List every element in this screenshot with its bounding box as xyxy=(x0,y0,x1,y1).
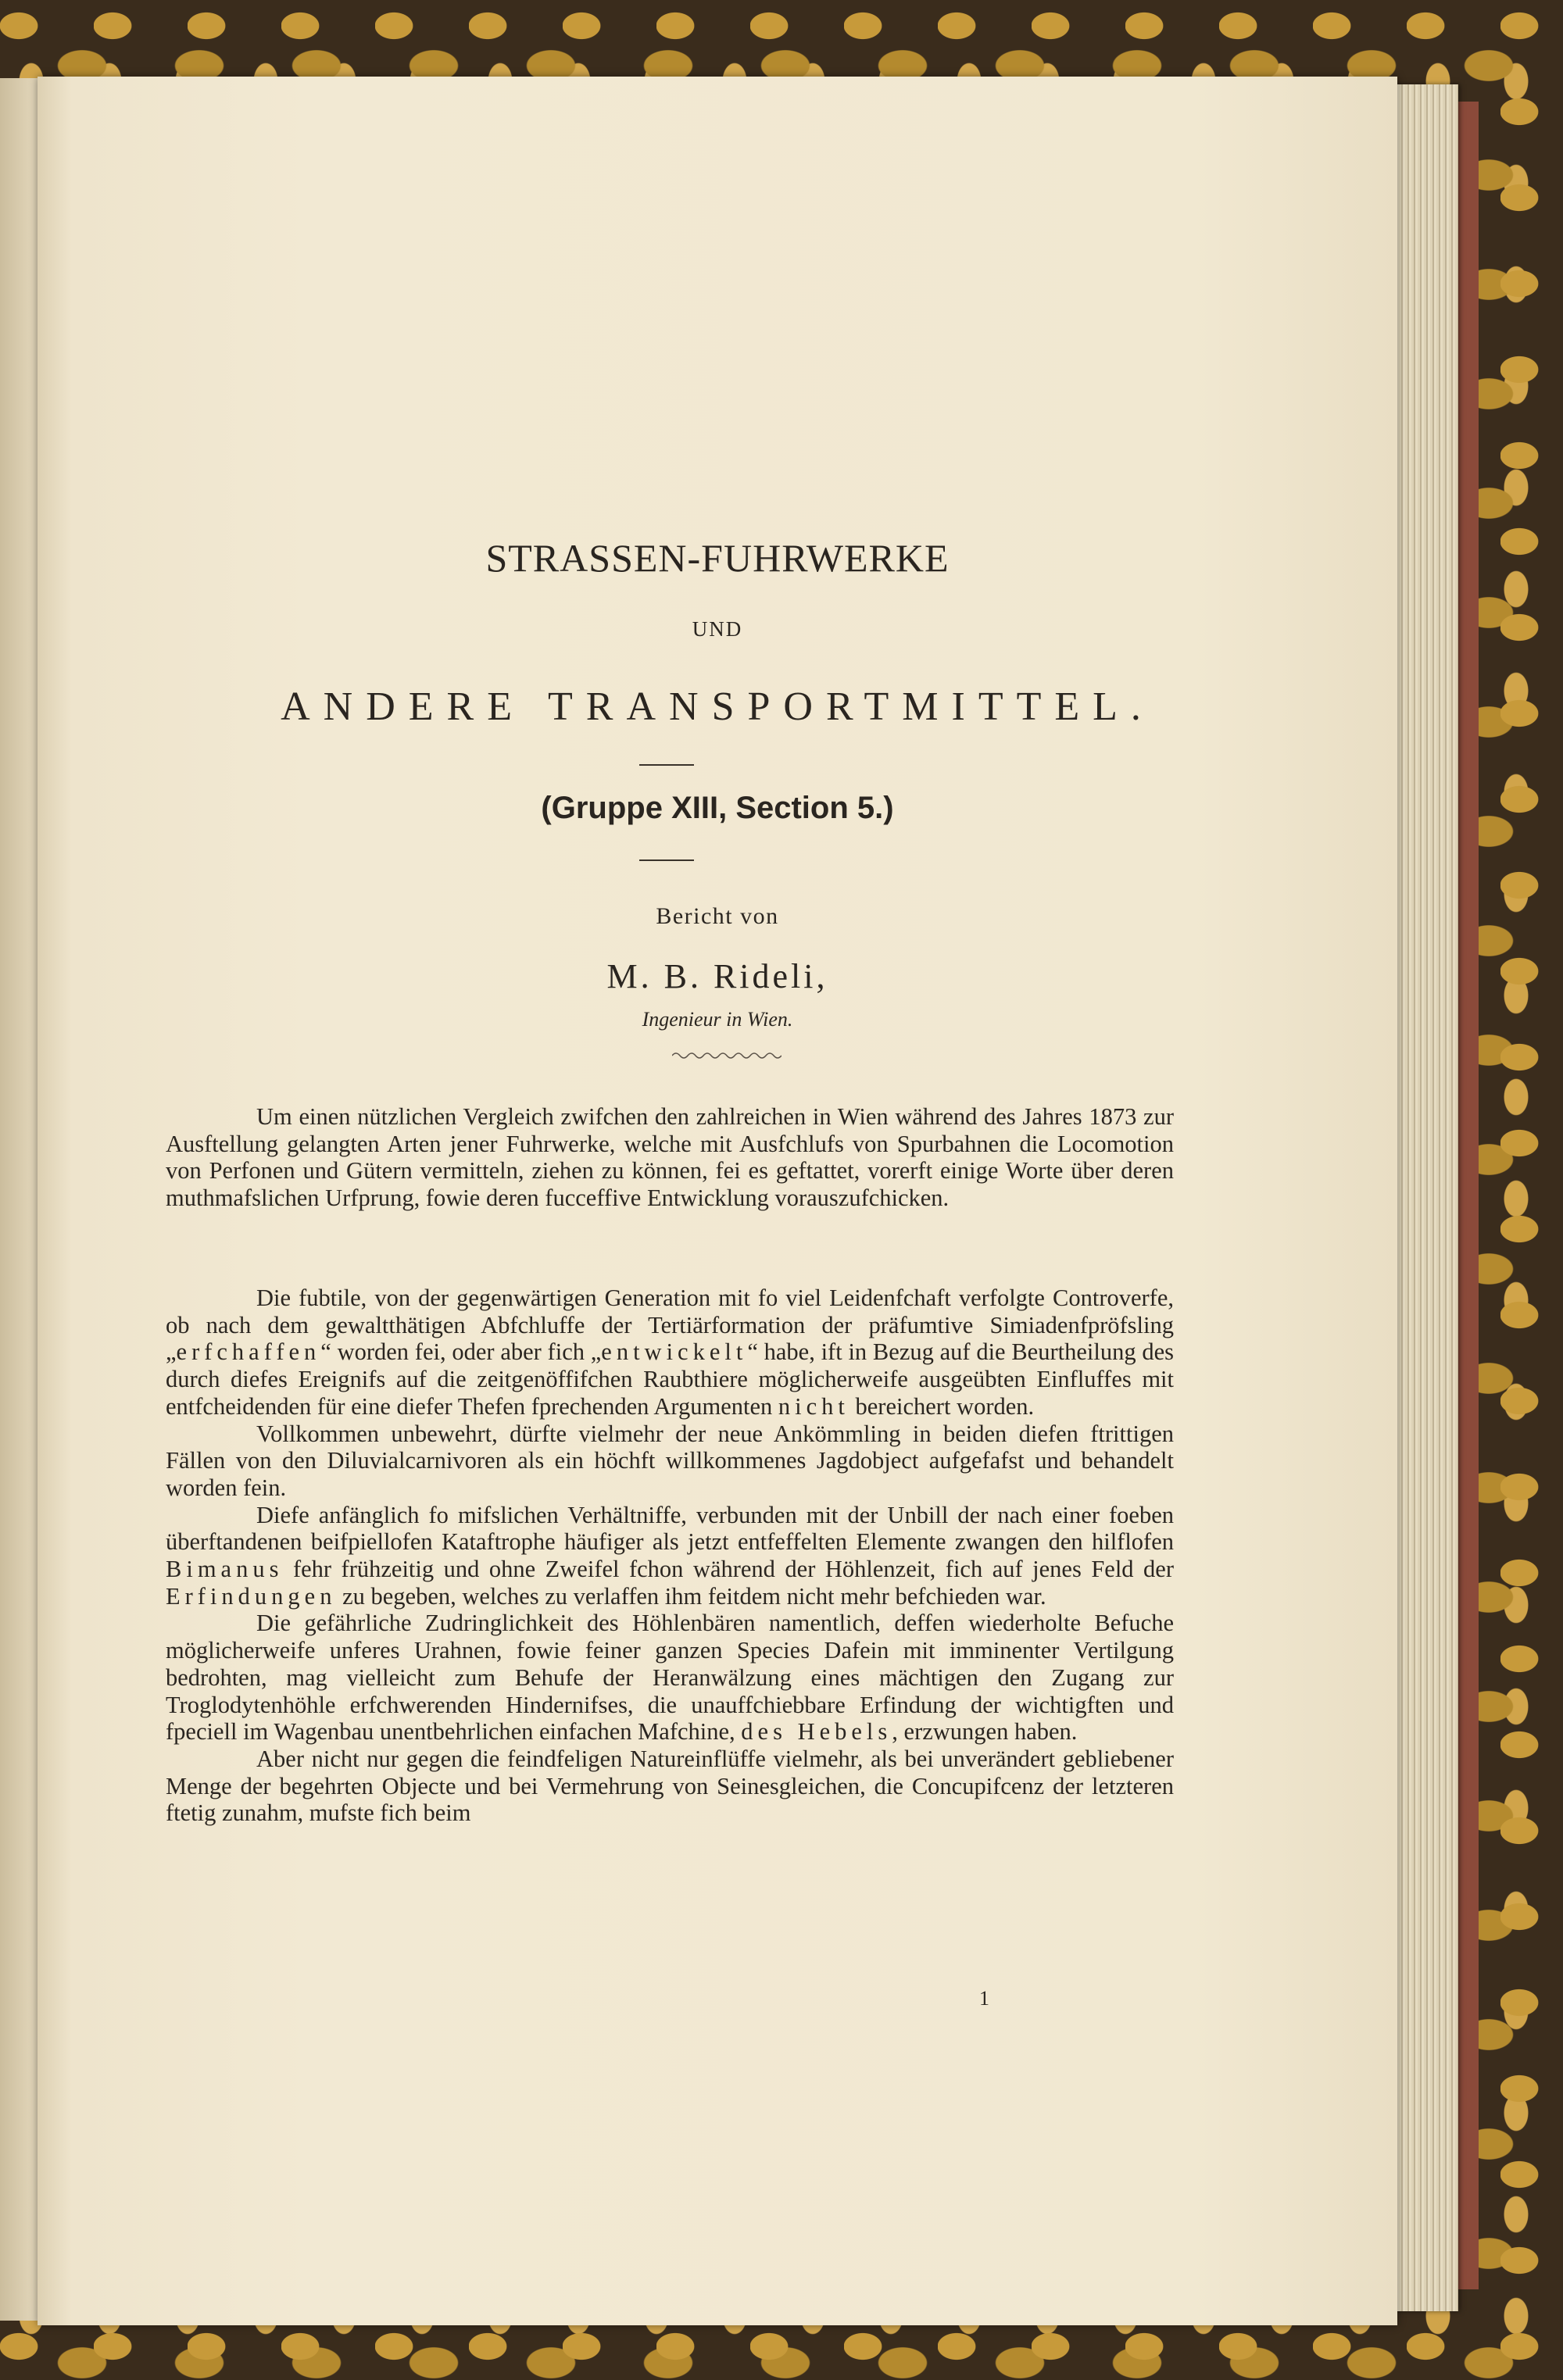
p5-spaced-des-hebels: des Hebels xyxy=(741,1718,892,1746)
p2-spaced-erschaffen: erfchaffen xyxy=(176,1338,321,1366)
p4-text-e: zu begeben, welches zu verlaffen ihm feitdem nicht mehr befchieden war. xyxy=(336,1582,1046,1610)
title-line-2: ANDERE TRANSPORTMITTEL. xyxy=(281,684,1154,729)
paragraph-4 xyxy=(166,1502,1174,1610)
paragraph-3: Vollkommen unbewehrt, dürfte vielmehr der neue Ankömmling in beiden diefen ftrittigen Fällen von den Diluvialcarnivoren als ein höchft willkommenes Jagdobject aufgefafst und behandelt worden fein. xyxy=(166,1420,1174,1501)
p2-text-a: Die fubtile, von der gegenwärtigen Generation mit fo viel Leidenfchaft verfolgte Controverfe, ob nach dem gewaltthätigen Abfchluffe der Tertiärformation der präfumtive Simiadenfpröfsling „ xyxy=(166,1285,1174,1366)
paragraph-1-text: Um einen nützlichen Vergleich zwifchen den zahlreichen in Wien während des Jahres 1873 zur Ausftellung gelangten Arten jener Fuhrwerke, welche mit Ausfchlufs von Spurbahnen die Locomotion von Perfonen und Gütern vermitteln, ziehen zu können, fei es geftattet, vorerft einige Worte über deren muthmafslichen Urfprung, fowie deren fucceffive Entwicklung vorauszufchicken. xyxy=(166,1103,1174,1212)
p5-text-a: Die gefährliche Zudringlichkeit des Höhlenbären namentlich, deffen wiederholte Befuche möglicherweife unferes Urahnen, fowie feiner ganzen Species Dafein mit imminenter Vertilgung bedrohten, mag vielleicht zum Behufe der Heranwälzung eines mächtigen den Zugang zur Troglodytenhöhle erfchwerenden Hindernifses, die unauffchiebbare Erfindung der wichtigften und fpeciell im Wagenbau unentbehrlichen einfachen Mafchine, xyxy=(166,1610,1174,1746)
facing-page-edge xyxy=(0,78,38,2321)
section-heading-text: (Gruppe XIII, Section 5.) xyxy=(541,791,894,825)
title-conjunction: UND xyxy=(692,617,743,641)
p2-text-e: “ habe, ift in Bezug auf die Beurtheilung des durch diefes Ereignifs auf die zeitgenöffifchen Raubthiere möglicherweife ausgeübten Einfluffes mit entfcheidenden für eine diefer Thefen fprechenden Argumenten xyxy=(166,1338,1175,1420)
page-number: 1 xyxy=(979,1987,989,2010)
p4-text-c: fehr frühzeitig und ohne Zweifel fchon während der Höhlenzeit, fich auf jenes Feld der xyxy=(283,1556,1174,1583)
ornament-wavy-rule xyxy=(672,1050,782,1061)
title-line-1: STRASSEN-FUHRWERKE xyxy=(485,536,950,580)
p2-spaced-entwickelt: entwickelt xyxy=(601,1338,748,1366)
p2-text-c: “ worden fei, oder aber fich „ xyxy=(320,1338,602,1366)
body-text xyxy=(166,1285,1174,1827)
author-position: Ingenieur in Wien. xyxy=(642,1008,793,1031)
author-name: M. B. Rideli, xyxy=(606,957,828,995)
section-heading xyxy=(38,791,1397,826)
book-binding-strip xyxy=(1458,102,1479,2289)
p2-spaced-nicht: nicht xyxy=(778,1392,849,1420)
p2-text-g: bereichert worden. xyxy=(849,1392,1035,1420)
paragraph-5 xyxy=(166,1610,1174,1746)
paragraph-1 xyxy=(166,1103,1174,1212)
p4-spaced-erfindungen: Erfindungen xyxy=(166,1582,337,1610)
paragraph-6: Aber nicht nur gegen die feindfeligen Natureinflüffe vielmehr, als bei unverändert gebliebener Menge der begehrten Objecte und bei Vermehrung von Seinesgleichen, die Concupifcenz der letzteren ftetig zunahm, mufste fich beim xyxy=(166,1745,1174,1827)
title-rule xyxy=(639,764,694,766)
report-by-label: Bericht von xyxy=(656,903,779,929)
p5-text-c: , erzwungen haben. xyxy=(892,1718,1078,1746)
paragraph-2 xyxy=(166,1285,1174,1420)
p4-text-a: Diefe anfänglich fo mifslichen Verhältniffe, verbunden mit der Unbill der nach einer foeben überftandenen beifpiellofen Kataftrophe häufiger als jetzt entfeffelten Elemente zwangen den hilflofen xyxy=(166,1501,1174,1556)
p4-spaced-bimanus: Bimanus xyxy=(166,1556,284,1583)
section-rule xyxy=(639,859,694,861)
